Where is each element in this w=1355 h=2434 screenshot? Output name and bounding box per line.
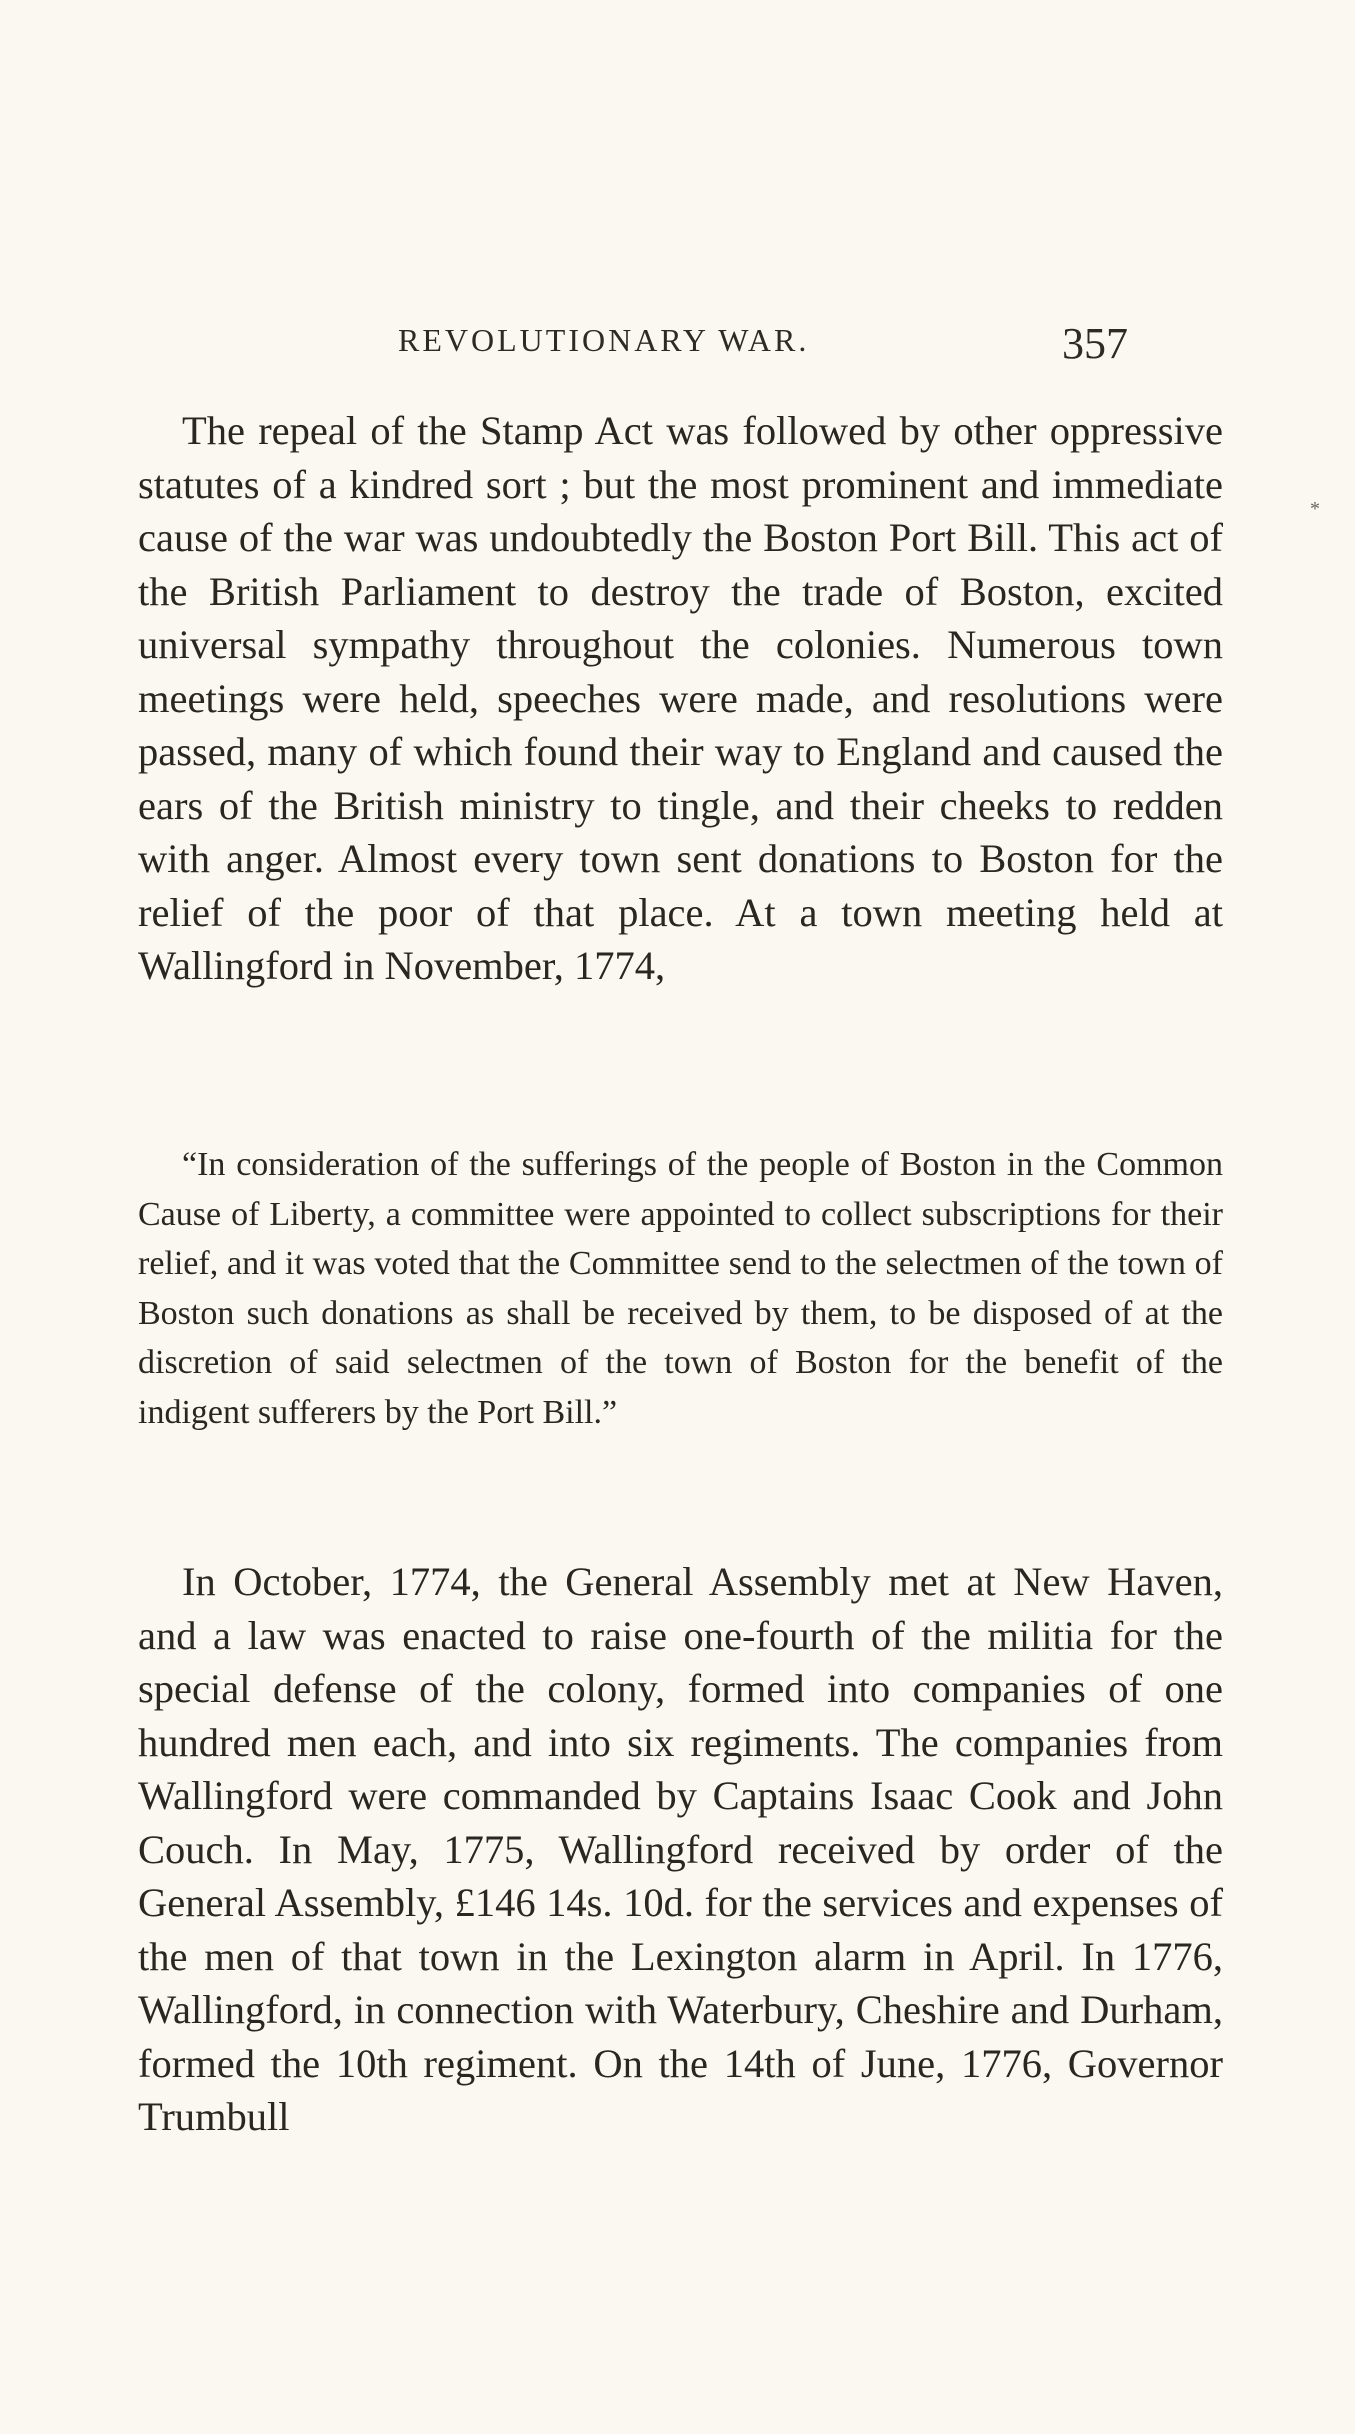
page-number: 357: [1062, 319, 1128, 368]
stray-mark: *: [1310, 498, 1320, 520]
quotation-town-meeting: “In consideration of the sufferings of the people of Boston in the Common Cause of Liberty, a committee were appointed to collect subscriptions for their relief, and it was voted that the Committee send to the selectmen of the town of Boston such donations as shall be received by them, to be disposed of at the discretion of said selectmen of the town of Boston for the benefit of the indigent sufferers by the Port Bill.”: [138, 1146, 1223, 1431]
paragraph-stamp-act: The repeal of the Stamp Act was followed by other oppressive statutes of a kindred sort ; but the most prominent and immediate cause of the war was undoubtedly the Boston Port Bill. This act of the British Parliament to destroy the trade of Boston, excited universal sympathy throughout the colonies. Numerous town meetings were held, speeches were made, and resolutions were passed, many of which found their way to England and caused the ears of the British ministry to tingle, and their cheeks to redden with anger. Almost every town sent donations to Boston for the relief of the poor of that place. At a town meeting held at Wallingford in November, 1774,: [138, 408, 1223, 988]
paragraph-general-assembly: In October, 1774, the General Assembly met at New Haven, and a law was enacted to raise one-fourth of the militia for the special defense of the colony, formed into companies of one hundred men each, and into six regiments. The companies from Wallingford were commanded by Captains Isaac Cook and John Couch. In May, 1775, Wallingford received by order of the General Assembly, £146 14s. 10d. for the services and expenses of the men of that town in the Lexington alarm in April. In 1776, Wallingford, in connection with Waterbury, Cheshire and Durham, formed the 10th regiment. On the 14th of June, 1776, Governor Trumbull: [138, 1559, 1223, 2139]
running-title: REVOLUTIONARY WAR.: [398, 322, 810, 358]
